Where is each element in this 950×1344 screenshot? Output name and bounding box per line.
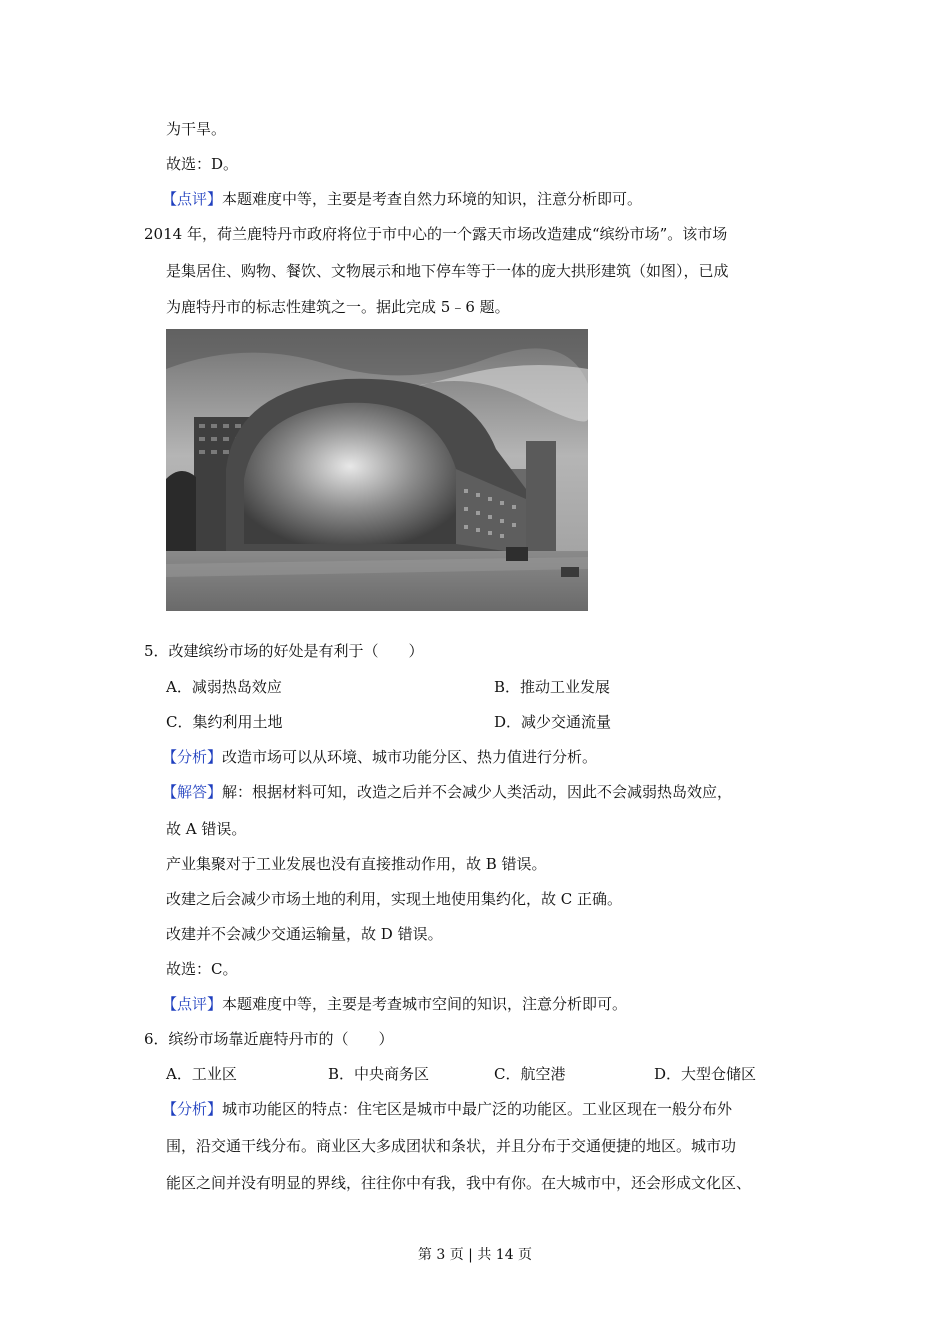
q5-choice: 故选：C。 [166, 960, 238, 978]
answer-text: 解：根据材料可知，改造之后并不会减少人类活动，因此不会减弱热岛效应， [222, 783, 733, 801]
question-6-stem: 6．缤纷市场靠近鹿特丹市的（ ） [144, 1030, 394, 1048]
analysis-tag: 【分析】 [162, 748, 223, 766]
q6-analysis-line: 围，沿交通干线分布。商业区大多成团状和条状，并且分布于交通便捷的地区。城市功 [166, 1137, 737, 1155]
q6-option-c: C．航空港 [494, 1065, 566, 1083]
page-footer: 第 3 页 | 共 14 页 [417, 1247, 533, 1263]
q6-option-a: A．工业区 [166, 1065, 237, 1083]
q5-option-c: C．集约利用土地 [166, 713, 283, 731]
intro-line: 为鹿特丹市的标志性建筑之一。据此完成 5﹣6 题。 [166, 298, 510, 316]
q5-option-a: A．减弱热岛效应 [166, 678, 282, 696]
q5-answer [162, 781, 732, 803]
analysis-tag: 【分析】 [162, 1100, 223, 1118]
intro-line: 是集居住、购物、餐饮、文物展示和地下停车等于一体的庞大拱形建筑（如图），已成 [166, 262, 729, 280]
text-line: 为干旱。 [166, 120, 227, 138]
q5-option-b: B．推动工业发展 [494, 678, 611, 696]
q6-analysis-line: 能区之间并没有明显的界线，往往你中有我，我中有你。在大城市中，还会形成文化区、 [166, 1174, 752, 1192]
review-text: 本题难度中等，主要是考查自然力环境的知识，注意分析即可。 [222, 190, 643, 208]
analysis-text: 城市功能区的特点：住宅区是城市中最广泛的功能区。工业区现在一般分布外 [222, 1100, 733, 1118]
market-hall-photo [166, 329, 588, 611]
q5-answer-line: 改建并不会减少交通运输量，故 D 错误。 [166, 925, 443, 943]
q5-answer-line: 产业集聚对于工业发展也没有直接推动作用，故 B 错误。 [166, 855, 547, 873]
review-tag: 【点评】 [162, 995, 223, 1013]
review-line [162, 188, 642, 210]
review-tag: 【点评】 [162, 190, 223, 208]
answer-tag: 【解答】 [162, 783, 223, 801]
q5-review [162, 993, 627, 1015]
q5-answer-line: 改建之后会减少市场土地的利用，实现土地使用集约化，故 C 正确。 [166, 890, 623, 908]
review-text: 本题难度中等，主要是考查城市空间的知识，注意分析即可。 [222, 995, 628, 1013]
q6-option-d: D．大型仓储区 [654, 1065, 757, 1083]
text-line: 故选：D。 [166, 155, 239, 173]
q5-answer-line: 故 A 错误。 [166, 820, 247, 838]
q6-option-b: B．中央商务区 [328, 1065, 430, 1083]
q5-analysis [162, 746, 597, 768]
question-5-stem: 5．改建缤纷市场的好处是有利于（ ） [144, 642, 424, 660]
intro-line: 2014 年，荷兰鹿特丹市政府将位于市中心的一个露天市场改造建成“缤纷市场”。该市场 [144, 225, 728, 243]
q6-analysis [162, 1098, 732, 1120]
analysis-text: 改造市场可以从环境、城市功能分区、热力值进行分析。 [222, 748, 598, 766]
q5-option-d: D．减少交通流量 [494, 713, 612, 731]
